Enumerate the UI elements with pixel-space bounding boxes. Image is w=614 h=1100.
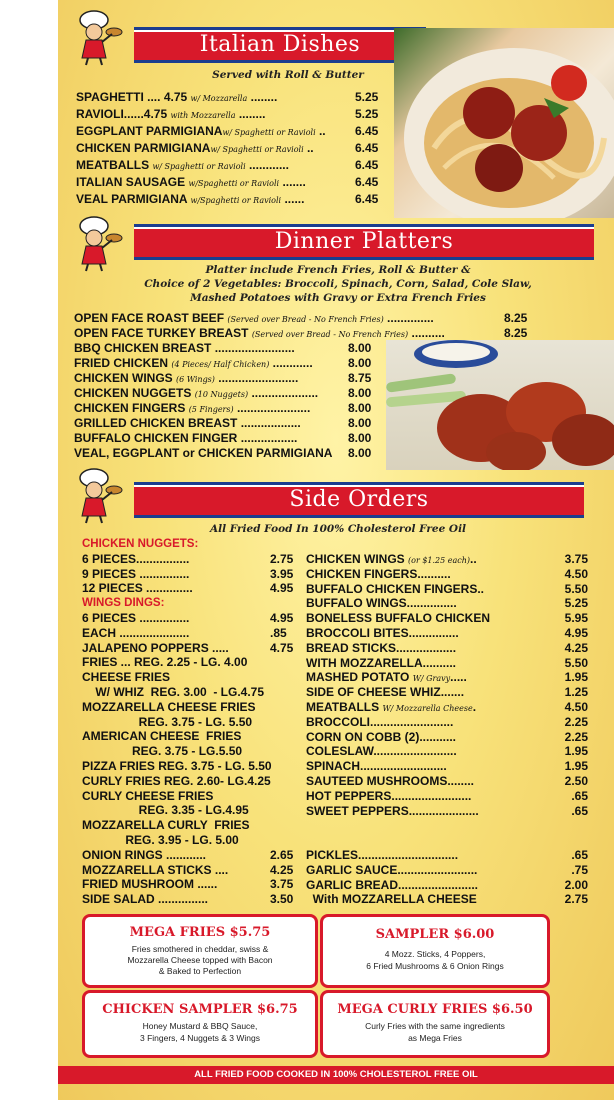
special-desc: as Mega Fries bbox=[408, 1033, 462, 1043]
spaghetti-meatballs-photo bbox=[394, 28, 614, 218]
item-price: .85 bbox=[270, 625, 287, 640]
menu-item: MEATBALLS w/ Spaghetti or Ravioli ............ bbox=[76, 158, 289, 172]
item-price: 6.45 bbox=[355, 192, 379, 206]
menu-item: CURLY FRIES REG. 2.60- LG.4.25 bbox=[82, 773, 271, 788]
item-price: 5.25 bbox=[564, 596, 588, 611]
menu-item: WITH MOZZARELLA.......... bbox=[306, 655, 456, 670]
item-price: 4.25 bbox=[270, 862, 294, 877]
chicken-wings-photo bbox=[386, 340, 614, 470]
menu-item: BREAD STICKS.................. bbox=[306, 640, 457, 655]
menu-item: EACH ..................... bbox=[82, 625, 190, 640]
item-price: 5.25 bbox=[355, 90, 379, 104]
menu-item: CHICKEN WINGS (or $1.25 each).. bbox=[306, 552, 477, 566]
special-title: SAMPLER $6.00 bbox=[375, 927, 495, 942]
menu-item: MEATBALLS W/ Mozzarella Cheese. bbox=[306, 700, 477, 714]
menu-item: CHICKEN FINGERS.......... bbox=[306, 566, 451, 581]
footer-banner: ALL FRIED FOOD COOKED IN 100% CHOLESTEROL FREE OIL bbox=[58, 1066, 614, 1084]
item-price: 8.25 bbox=[504, 311, 528, 325]
menu-item: MOZZARELLA CURLY FRIES bbox=[82, 818, 250, 833]
section-title: Dinner Platters bbox=[274, 229, 454, 254]
item-price: 1.95 bbox=[564, 670, 588, 685]
item-price: 8.75 bbox=[348, 371, 372, 385]
menu-item: VEAL PARMIGIANA w/Spaghetti or Ravioli ...... bbox=[76, 192, 305, 206]
item-price: 4.25 bbox=[564, 640, 588, 655]
item-price: 6.45 bbox=[355, 175, 379, 189]
item-price: 4.50 bbox=[564, 700, 588, 714]
menu-item: AMERICAN CHEESE FRIES bbox=[82, 729, 242, 744]
item-price: 8.00 bbox=[348, 431, 372, 445]
menu-item: REG. 3.75 - LG.5.50 bbox=[82, 744, 243, 759]
menu-item: CHICKEN NUGGETS (10 Nuggets) .................... bbox=[74, 386, 319, 400]
special-desc: & Baked to Perfection bbox=[158, 966, 242, 976]
special-desc: 6 Fried Mushrooms & 6 Onion Rings bbox=[366, 961, 504, 971]
menu-item: 6 PIECES................ bbox=[82, 551, 190, 566]
item-price: 3.50 bbox=[270, 892, 294, 907]
menu-item: CORN ON COBB (2)........... bbox=[306, 729, 457, 744]
menu-item: MOZZARELLA CHEESE FRIES bbox=[82, 699, 256, 714]
special-title: CHICKEN SAMPLER $6.75 bbox=[102, 1002, 298, 1017]
menu-item: SPAGHETTI .... 4.75 w/ Mozzarella ........ bbox=[76, 90, 278, 104]
menu-item: CHICKEN FINGERS (5 Fingers) ...................... bbox=[74, 401, 311, 415]
item-price: 1.95 bbox=[564, 744, 588, 759]
menu-item: SWEET PEPPERS..................... bbox=[306, 803, 479, 818]
menu-item: OPEN FACE ROAST BEEF (Served over Bread - No French Fries) .............. bbox=[74, 311, 434, 325]
menu-item: ONION RINGS ............ bbox=[82, 847, 207, 862]
section-note-line: Platter include French Fries, Roll & Butter & bbox=[205, 264, 471, 276]
item-price: 4.95 bbox=[270, 611, 294, 625]
menu-item: REG. 3.75 - LG. 5.50 bbox=[82, 714, 253, 729]
menu-item: With MOZZARELLA CHEESE bbox=[306, 892, 477, 907]
menu-item: REG. 3.95 - LG. 5.00 bbox=[82, 833, 239, 847]
item-price: 6.45 bbox=[355, 124, 379, 138]
menu-item: 9 PIECES ............... bbox=[82, 566, 190, 581]
menu-item: BONELESS BUFFALO CHICKEN bbox=[306, 611, 491, 626]
menu-item: MASHED POTATO W/ Gravy..... bbox=[306, 670, 467, 685]
menu-page bbox=[58, 0, 614, 1100]
special-desc: Curly Fries with the same ingredients bbox=[365, 1021, 505, 1031]
menu-item: 12 PIECES .............. bbox=[82, 581, 193, 596]
item-price: 4.95 bbox=[564, 626, 588, 640]
special-title: MEGA CURLY FRIES $6.50 bbox=[337, 1002, 533, 1017]
special-desc: Honey Mustard & BBQ Sauce, bbox=[142, 1021, 258, 1031]
item-price: 3.75 bbox=[564, 552, 588, 566]
menu-item: BBQ CHICKEN BREAST ........................ bbox=[74, 341, 295, 355]
section-note-line: Choice of 2 Vegetables: Broccoli, Spinach, Corn, Salad, Cole Slaw, bbox=[144, 278, 532, 290]
menu-item: RAVIOLI......4.75 with Mozzarella ........ bbox=[76, 107, 266, 121]
menu-item: PICKLES.............................. bbox=[306, 848, 459, 862]
special-desc: 4 Mozz. Sticks, 4 Poppers, bbox=[384, 949, 486, 959]
item-price: 2.25 bbox=[564, 714, 588, 729]
menu-item: SAUTEED MUSHROOMS........ bbox=[306, 774, 475, 788]
menu-item: PIZZA FRIES REG. 3.75 - LG. 5.50 bbox=[82, 759, 272, 773]
menu-item: CHICKEN WINGS (6 Wings) ........................ bbox=[74, 371, 299, 385]
item-price: 8.00 bbox=[348, 446, 372, 460]
item-price: 2.50 bbox=[564, 774, 588, 788]
chef-logo-icon bbox=[64, 466, 124, 524]
menu-item: CHEESE FRIES bbox=[82, 670, 171, 685]
menu-item: SPINACH.......................... bbox=[306, 759, 447, 774]
item-price: .65 bbox=[571, 848, 588, 862]
item-price: 4.95 bbox=[270, 581, 294, 596]
item-price: .75 bbox=[571, 862, 588, 877]
menu-item: BROCCOLI......................... bbox=[306, 714, 454, 729]
sides-title-bar bbox=[134, 482, 584, 518]
menu-item: MOZZARELLA STICKS .... bbox=[82, 862, 229, 877]
section-title: Italian Dishes bbox=[199, 32, 361, 57]
item-price: 2.65 bbox=[270, 847, 294, 862]
item-price: 1.25 bbox=[564, 685, 588, 700]
menu-item: BUFFALO WINGS............... bbox=[306, 596, 457, 611]
item-price: 6.45 bbox=[355, 141, 379, 155]
item-price: .65 bbox=[571, 788, 588, 803]
item-price: 8.25 bbox=[504, 326, 528, 340]
menu-item: HOT PEPPERS........................ bbox=[306, 788, 472, 803]
menu-item: COLESLAW......................... bbox=[306, 744, 457, 759]
item-price: .65 bbox=[571, 803, 588, 818]
menu-item: BUFFALO CHICKEN FINGER ................. bbox=[74, 431, 298, 445]
item-price: 8.00 bbox=[348, 341, 372, 355]
italian-title-bar bbox=[134, 27, 426, 63]
item-price: 5.50 bbox=[564, 655, 588, 670]
item-price: 8.00 bbox=[348, 356, 372, 370]
platters-title-bar bbox=[134, 224, 594, 260]
item-price: 8.00 bbox=[348, 416, 372, 430]
item-price: 8.00 bbox=[348, 386, 372, 400]
menu-item: FRIED CHICKEN (4 Pieces/ Half Chicken) ............ bbox=[74, 356, 313, 370]
category-heading: WINGS DINGS: bbox=[82, 597, 165, 610]
menu-item: GRILLED CHICKEN BREAST .................. bbox=[74, 416, 301, 430]
menu-item: EGGPLANT PARMIGIANAw/ Spaghetti or Ravioli .. bbox=[76, 124, 326, 138]
item-price: 8.00 bbox=[348, 401, 372, 415]
item-price: 2.75 bbox=[564, 892, 588, 907]
item-price: 2.25 bbox=[564, 729, 588, 744]
section-note: All Fried Food In 100% Cholesterol Free Oil bbox=[209, 523, 467, 535]
item-price: 5.50 bbox=[564, 581, 588, 596]
special-desc: Mozzarella Cheese topped with Bacon bbox=[127, 955, 273, 965]
menu-item: OPEN FACE TURKEY BREAST (Served over Bread - No French Fries) .......... bbox=[74, 326, 445, 340]
item-price: 2.00 bbox=[564, 877, 588, 892]
special-box bbox=[82, 914, 318, 988]
menu-item: W/ WHIZ REG. 3.00 - LG.4.75 bbox=[82, 685, 265, 699]
item-price: 4.75 bbox=[270, 640, 294, 655]
special-title: MEGA FRIES $5.75 bbox=[129, 925, 271, 940]
special-desc: Fries smothered in cheddar, swiss & bbox=[131, 944, 269, 954]
item-price: 3.75 bbox=[270, 877, 294, 892]
special-box bbox=[320, 990, 550, 1058]
menu-item: CURLY CHEESE FRIES bbox=[82, 788, 214, 803]
special-box bbox=[320, 914, 550, 988]
menu-item: FRIES ... REG. 2.25 - LG. 4.00 bbox=[82, 655, 248, 670]
item-price: 6.45 bbox=[355, 158, 379, 172]
menu-item: SIDE SALAD ............... bbox=[82, 892, 209, 907]
menu-item: 6 PIECES ............... bbox=[82, 611, 190, 625]
menu-item: BUFFALO CHICKEN FINGERS.. bbox=[306, 581, 485, 596]
section-note: Served with Roll & Butter bbox=[212, 69, 364, 81]
menu-item: BROCCOLI BITES............... bbox=[306, 626, 459, 640]
menu-item: GARLIC SAUCE........................ bbox=[306, 862, 478, 877]
section-note-line: Mashed Potatoes with Gravy or Extra French Fries bbox=[190, 292, 486, 304]
item-price: 5.25 bbox=[355, 107, 379, 121]
item-price: 1.95 bbox=[564, 759, 588, 774]
menu-item: SIDE OF CHEESE WHIZ....... bbox=[306, 685, 465, 700]
section-title: Side Orders bbox=[289, 487, 429, 512]
menu-item: GARLIC BREAD........................ bbox=[306, 877, 479, 892]
item-price: 2.75 bbox=[270, 551, 294, 566]
menu-item: CHICKEN PARMIGIANAw/ Spaghetti or Ravioli .. bbox=[76, 141, 314, 155]
menu-item: FRIED MUSHROOM ...... bbox=[82, 877, 218, 892]
item-price: 5.95 bbox=[564, 611, 588, 626]
category-heading: CHICKEN NUGGETS: bbox=[82, 538, 199, 550]
special-desc: 3 Fingers, 4 Nuggets & 3 Wings bbox=[139, 1033, 260, 1043]
item-price: 3.95 bbox=[270, 566, 294, 581]
menu-item: REG. 3.35 - LG.4.95 bbox=[82, 803, 249, 818]
menu-item: ITALIAN SAUSAGE w/Spaghetti or Ravioli ....... bbox=[76, 175, 306, 189]
menu-item: VEAL, EGGPLANT or CHICKEN PARMIGIANA bbox=[74, 446, 333, 460]
item-price: 4.50 bbox=[564, 566, 588, 581]
chef-logo-icon bbox=[64, 8, 124, 66]
special-box bbox=[82, 990, 318, 1058]
menu-item: JALAPENO POPPERS ..... bbox=[82, 640, 229, 655]
